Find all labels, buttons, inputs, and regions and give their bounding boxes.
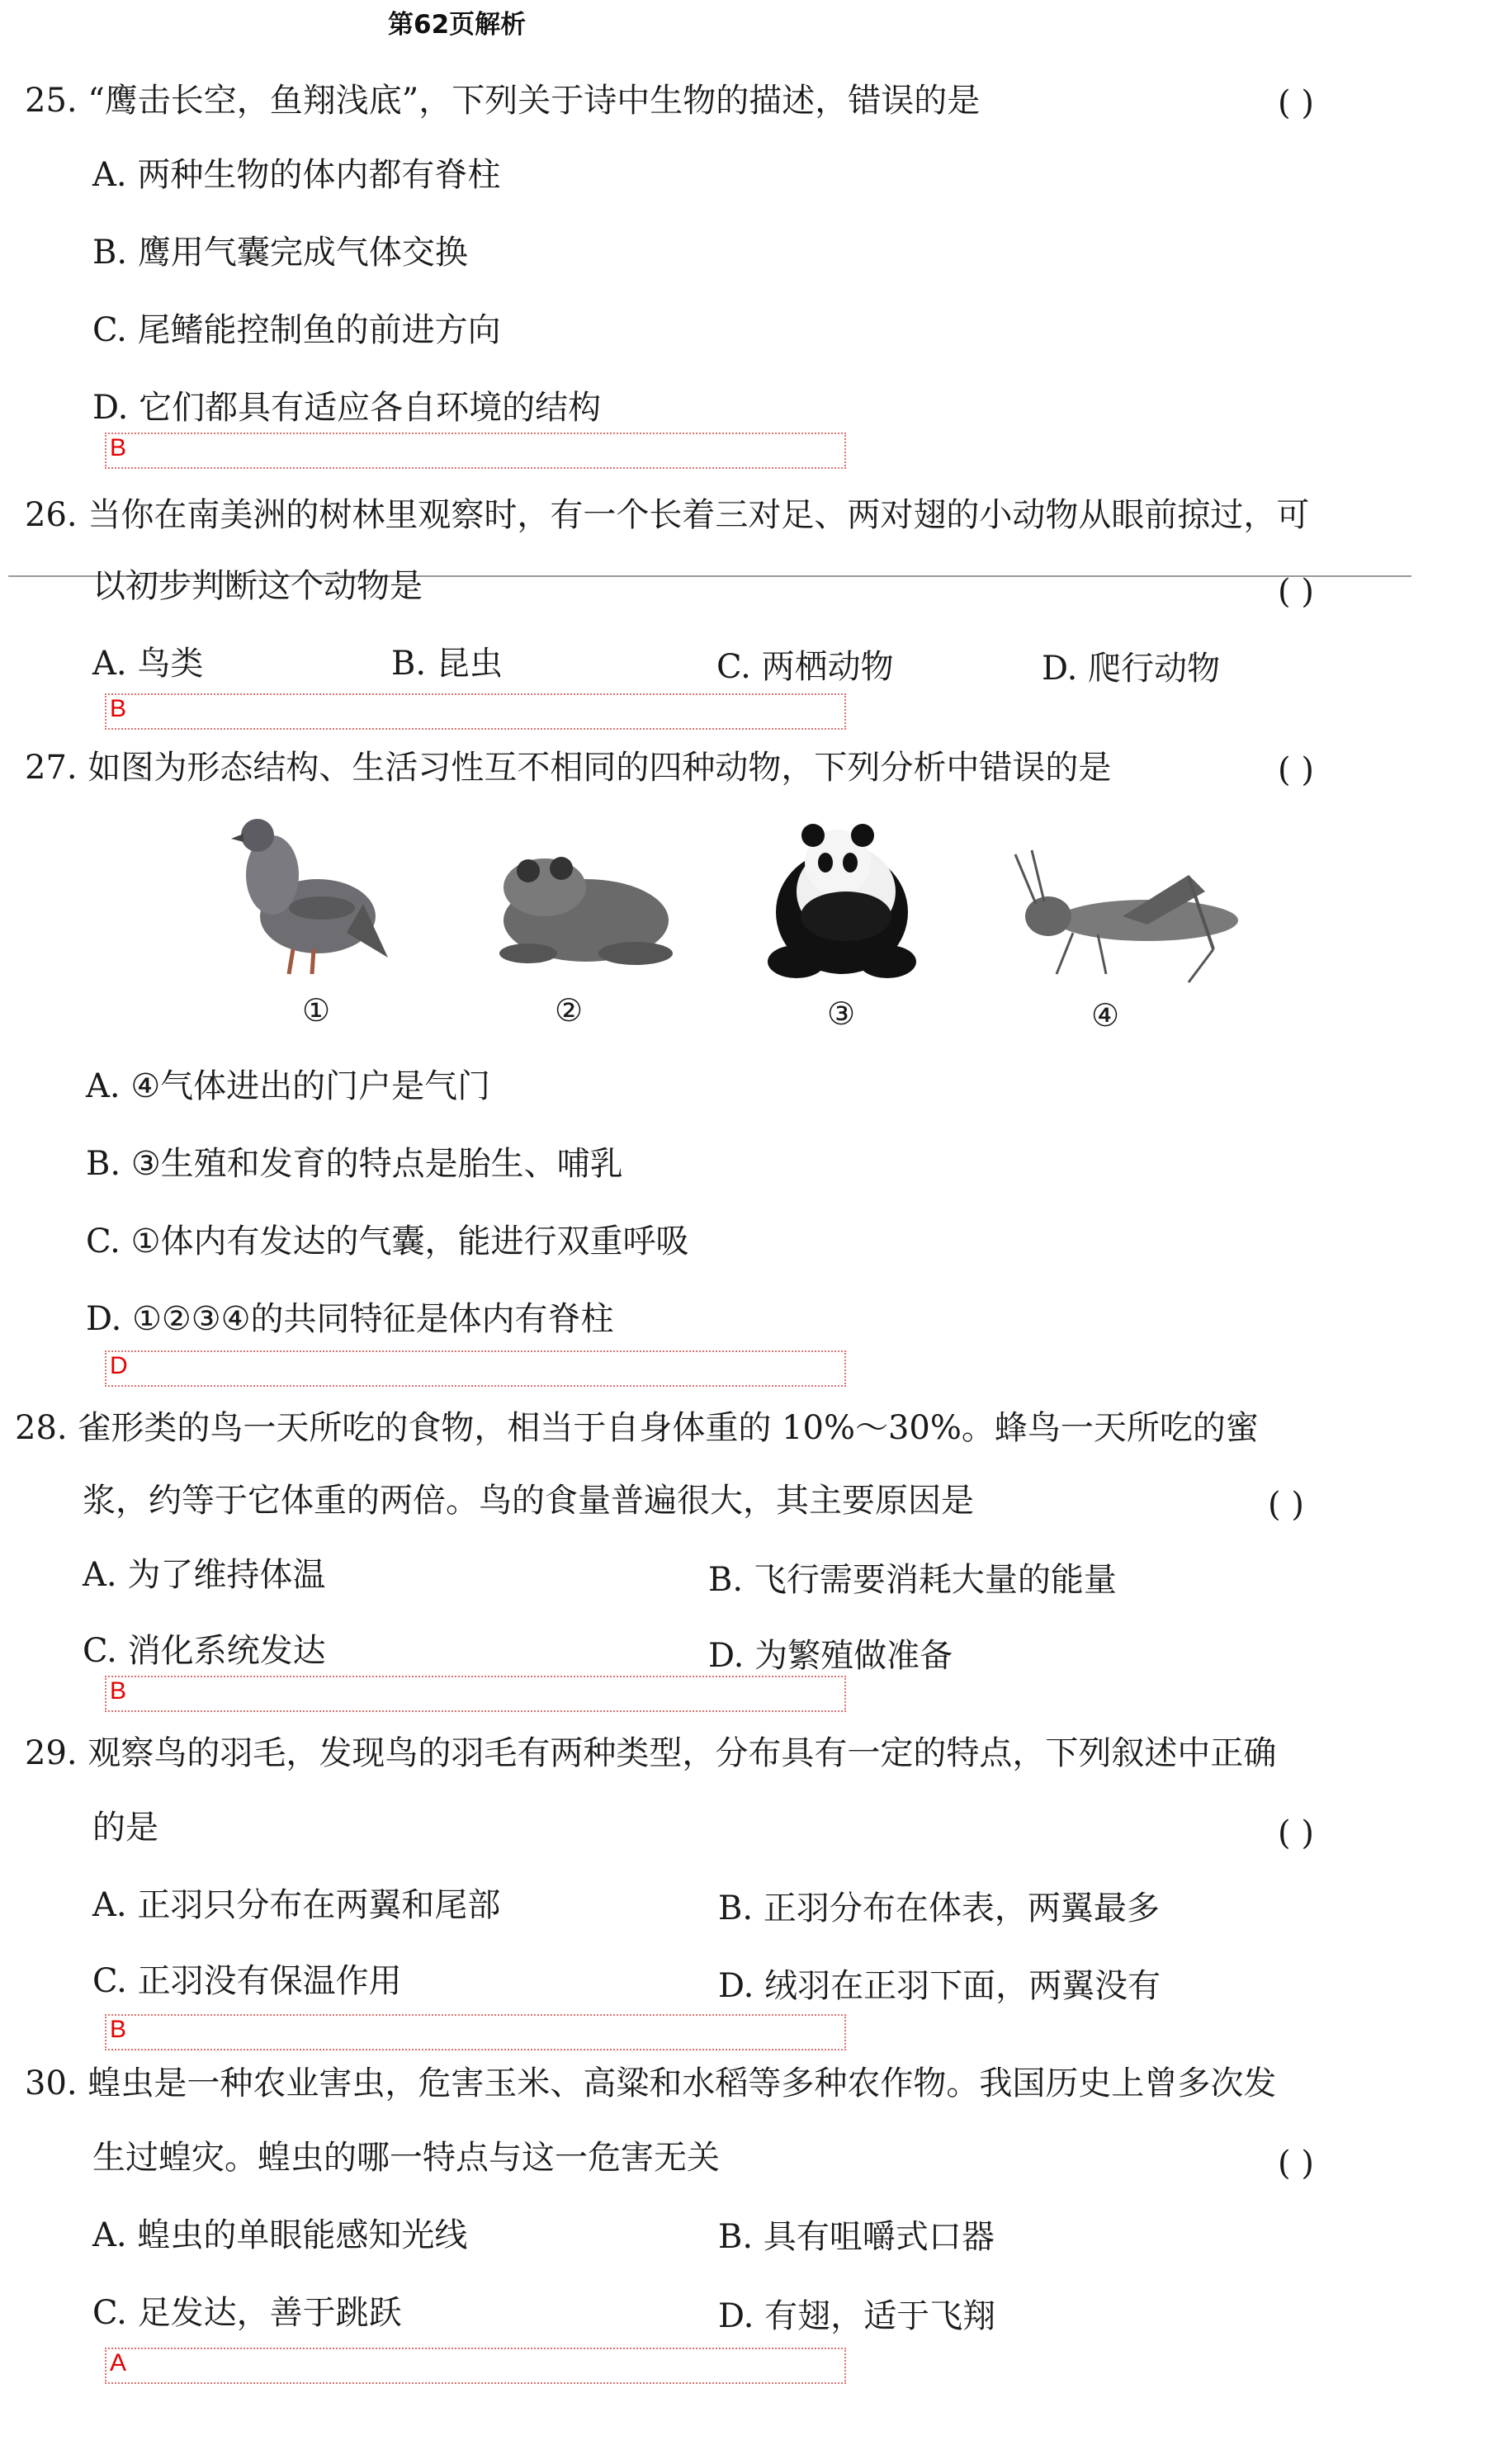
- q25-option-a: A. 两种生物的体内都有脊柱: [92, 156, 501, 194]
- q25-option-d: D. 它们都具有适应各自环境的结构: [92, 389, 602, 427]
- q26-option-a: A. 鸟类: [92, 645, 204, 683]
- figure-label-3: ③: [827, 996, 856, 1032]
- q30-option-d: D. 有翅，适于飞翔: [718, 2297, 996, 2335]
- q28-answer: B: [110, 1677, 127, 1705]
- page-title: 第62页解析: [388, 10, 527, 40]
- q27-answer-paren: ( ): [1278, 751, 1314, 789]
- q30-answer: A: [110, 2349, 127, 2377]
- q28-answer-box: [105, 1676, 846, 1712]
- q27-answer: D: [110, 1352, 128, 1379]
- q26-option-c: C. 两栖动物: [716, 648, 894, 686]
- panda-image: [768, 824, 916, 978]
- pigeon-image: [231, 819, 388, 974]
- q27-option-c: C. ①体内有发达的气囊，能进行双重呼吸: [86, 1223, 689, 1260]
- q26-answer-paren: ( ): [1278, 573, 1314, 611]
- q26-option-d: D. 爬行动物: [1042, 650, 1221, 688]
- q30-answer-box: [105, 2348, 846, 2384]
- q27-option-b: B. ③生殖和发育的特点是胎生、哺乳: [86, 1145, 623, 1183]
- q29-option-b: B. 正羽分布在体表，两翼最多: [718, 1889, 1160, 1927]
- q29-answer-box: [105, 2014, 846, 2050]
- frog-image: [499, 857, 673, 965]
- q25-answer-paren: ( ): [1278, 84, 1314, 122]
- q27-option-d: D. ①②③④的共同特征是体内有脊柱: [86, 1300, 614, 1338]
- q29-stem-line1: 29. 观察鸟的羽毛，发现鸟的羽毛有两种类型，分布具有一定的特点，下列叙述中正确: [25, 1734, 1277, 1772]
- q28-stem-line1: 28. 雀形类的鸟一天所吃的食物，相当于自身体重的 10%～30%。蜂鸟一天所吃的蜜: [15, 1409, 1259, 1447]
- q25-option-c: C. 尾鳍能控制鱼的前进方向: [92, 311, 501, 349]
- q25-answer: B: [110, 434, 127, 461]
- q28-option-c: C. 消化系统发达: [83, 1632, 326, 1670]
- q27-answer-box: [105, 1350, 846, 1387]
- q30-option-a: A. 蝗虫的单眼能感知光线: [92, 2216, 468, 2254]
- figure-label-4: ④: [1091, 997, 1120, 1033]
- q29-answer: B: [110, 2016, 127, 2043]
- q29-stem-line2: 的是: [92, 1809, 158, 1847]
- q29-option-a: A. 正羽只分布在两翼和尾部: [92, 1886, 501, 1924]
- q26-stem-line1: 26. 当你在南美洲的树林里观察时，有一个长着三对足、两对翅的小动物从眼前掠过，可: [25, 496, 1310, 534]
- q27-stem: 27. 如图为形态结构、生活习性互不相同的四种动物，下列分析中错误的是: [25, 749, 1112, 787]
- figure-label-2: ②: [555, 992, 584, 1029]
- grasshopper-image: [1015, 850, 1238, 982]
- q25-option-b: B. 鹰用气囊完成气体交换: [92, 234, 468, 272]
- q26-stem-line2: 以初步判断这个动物是: [92, 567, 423, 605]
- q27-option-a: A. ④气体进出的门户是气门: [86, 1067, 491, 1105]
- figure-label-1: ①: [302, 992, 331, 1029]
- q30-answer-paren: ( ): [1278, 2145, 1314, 2183]
- q28-option-a: A. 为了维持体温: [83, 1556, 326, 1594]
- animal-figure: [0, 0, 1494, 1040]
- q29-answer-paren: ( ): [1278, 1814, 1314, 1852]
- q30-stem-line1: 30. 蝗虫是一种农业害虫，危害玉米、高粱和水稻等多种农作物。我国历史上曾多次发: [25, 2064, 1277, 2102]
- q28-stem-line2: 浆，约等于它体重的两倍。鸟的食量普遍很大，其主要原因是: [83, 1482, 974, 1520]
- q29-option-c: C. 正羽没有保温作用: [92, 1962, 402, 2000]
- q30-option-b: B. 具有咀嚼式口器: [718, 2218, 995, 2256]
- q29-option-d: D. 绒羽在正羽下面，两翼没有: [718, 1967, 1161, 2005]
- q25-stem: 25. “鹰击长空，鱼翔浅底”，下列关于诗中生物的描述，错误的是: [25, 82, 981, 120]
- q28-option-d: D. 为繁殖做准备: [708, 1637, 953, 1675]
- q26-option-b: B. 昆虫: [391, 645, 503, 683]
- q28-option-b: B. 飞行需要消耗大量的能量: [708, 1561, 1117, 1599]
- q26-answer: B: [110, 695, 127, 722]
- q28-answer-paren: ( ): [1268, 1486, 1304, 1524]
- q30-stem-line2: 生过蝗灾。蝗虫的哪一特点与这一危害无关: [92, 2139, 720, 2177]
- q30-option-c: C. 足发达，善于跳跃: [92, 2294, 402, 2332]
